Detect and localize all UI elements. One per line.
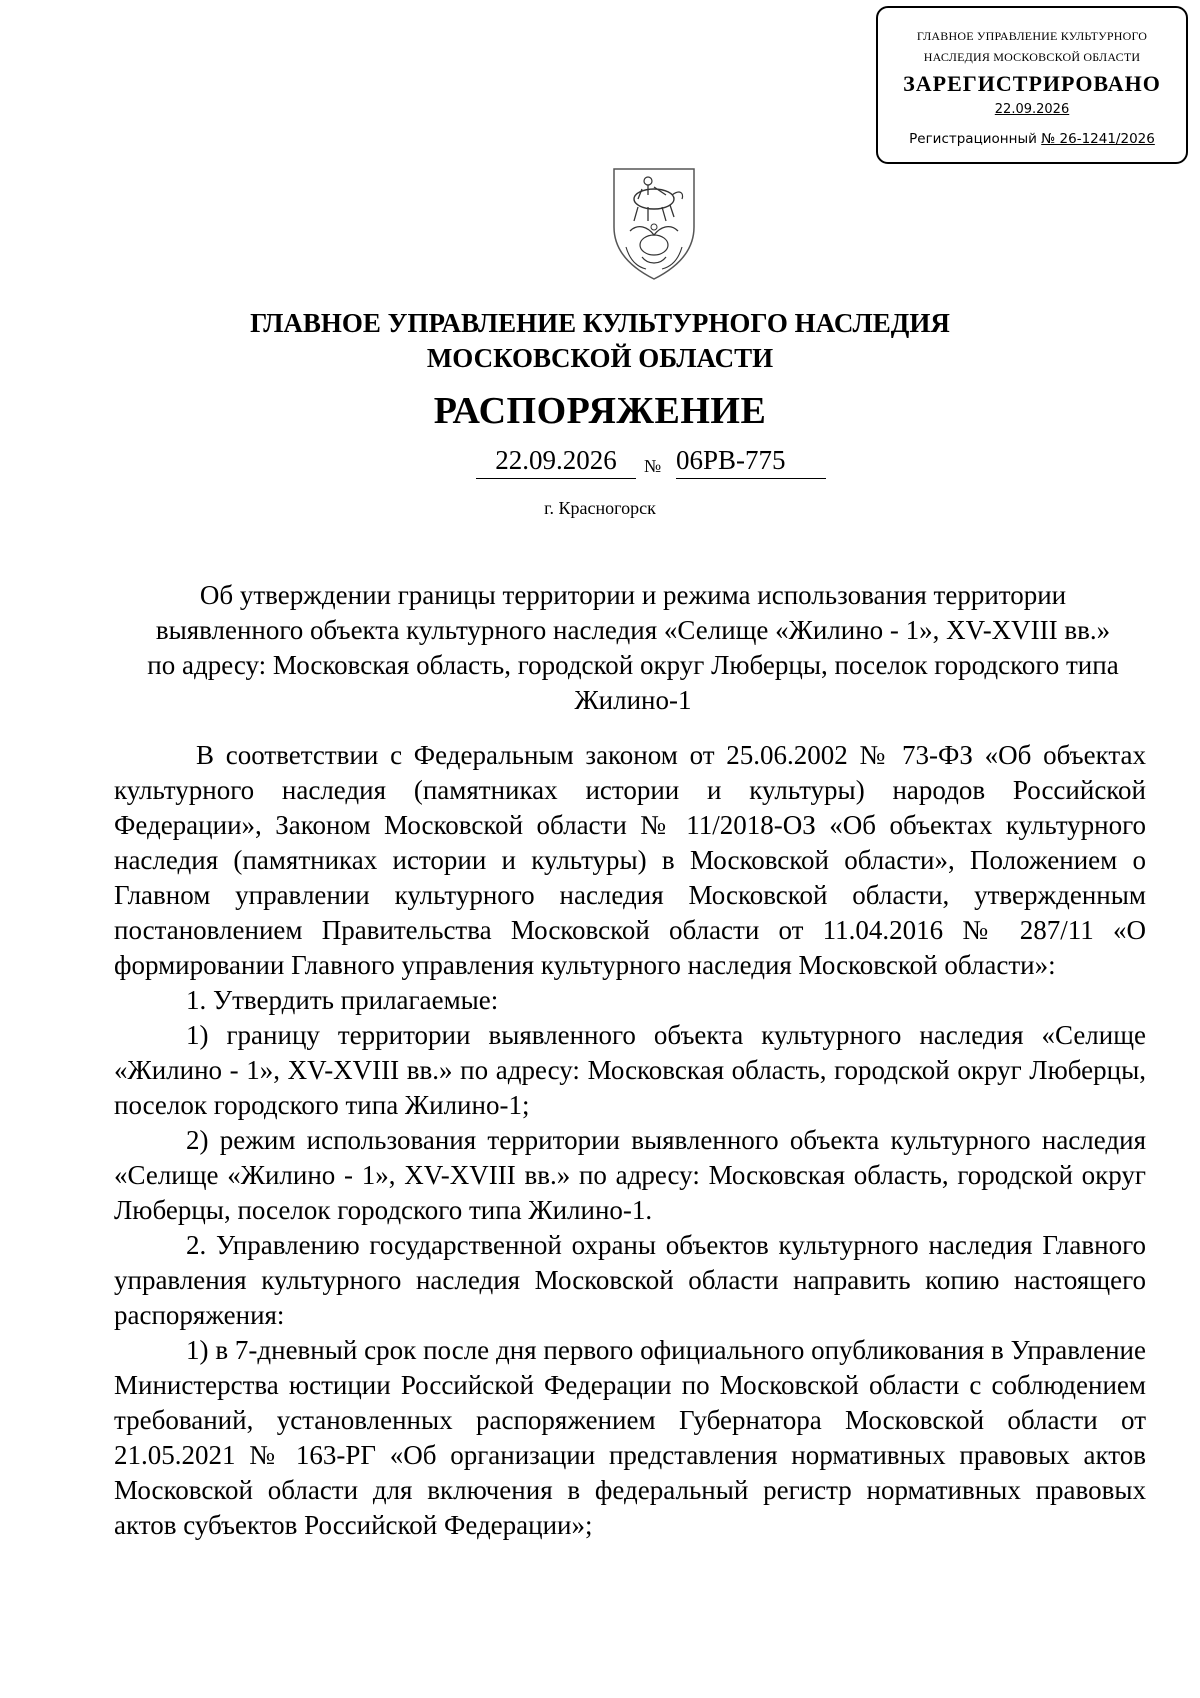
item-2-1: 1) в 7-дневный срок после дня первого официального опубликования в Управление Министерства юстиции Российской Федерации по Московской области с соблюдением требований, установленных распоряжением Губернатора Московской области от 21.05.2021 № 163-РГ «Об организации представления нормативных правовых актов Московской области для включения в федеральный регистр нормативных правовых актов субъектов Российской Федерации»; [114,1335,1146,1540]
stamp-status: ЗАРЕГИСТРИРОВАНО [903,71,1161,96]
registration-stamp [876,6,1188,164]
item-1-2: 2) режим использования территории выявленного объекта культурного наследия «Селище «Жилино - 1», XV-XVIII вв.» по адресу: Московская область, городской округ Люберцы, поселок городского типа Жилино-1. [114,1125,1146,1225]
date-number-line [0,443,1200,487]
preamble-paragraph: В соответствии с Федеральным законом от 25.06.2002 № 73-ФЗ «Об объектах культурного наследия (памятниках истории и культуры) народов Российской Федерации», Законом Московской области № 11/2018-ОЗ «Об объектах культурного наследия (памятниках истории и культуры) в Московской области», Положением о Главном управлении культурного наследия Московской области, утвержденным постановлением Правительства Московской области от 11.04.2016 № 287/11 «О формировании Главного управления культурного наследия Московской области»: [114,740,1146,980]
subject-line3: по адресу: Московская область, городской округ Люберцы, поселок городского типа [147,650,1119,680]
document-number: 06РВ-775 [676,443,826,479]
city: г. Красногорск [544,498,656,518]
stamp-registration-number [878,128,1186,150]
stamp-org-line2: НАСЛЕДИЯ МОСКОВСКОЙ ОБЛАСТИ [923,50,1141,64]
stamp-date: 22.09.2026 [994,102,1070,117]
subject-line1: Об утверждении границы территории и режима использования территории [199,580,1067,610]
organization-name [0,306,1200,376]
stamp-org-line1: ГЛАВНОЕ УПРАВЛЕНИЕ КУЛЬТУРНОГО [916,29,1148,43]
number-sign: № [644,456,662,476]
stamp-reg-number: № 26-1241/2026 [1041,131,1155,147]
subject-line4: Жилино-1 [574,685,692,715]
document-body [114,738,1146,1543]
document-date: 22.09.2026 [476,443,636,479]
subject-line2: выявленного объекта культурного наследия «Селище «Жилино - 1», XV-XVIII вв.» [155,615,1111,645]
item-1: 1. Утвердить прилагаемые: [186,985,499,1015]
stamp-organization [878,24,1186,66]
organization-name-line2: МОСКОВСКОЙ ОБЛАСТИ [426,343,774,373]
stamp-reg-label: Регистрационный [909,131,1037,147]
organization-name-line1: ГЛАВНОЕ УПРАВЛЕНИЕ КУЛЬТУРНОГО НАСЛЕДИЯ [250,308,950,338]
document-subject [120,578,1146,718]
document-type: РАСПОРЯЖЕНИЕ [433,390,767,432]
item-2: 2. Управлению государственной охраны объектов культурного наследия Главного управления культурного наследия Московской области направить копию настоящего распоряжения: [114,1230,1146,1330]
moscow-oblast-coat-of-arms-icon [608,165,700,283]
item-1-1: 1) границу территории выявленного объекта культурного наследия «Селище «Жилино - 1», XV-XVIII вв.» по адресу: Московская область, городской округ Люберцы, поселок городского типа Жилино-1; [114,1020,1146,1120]
